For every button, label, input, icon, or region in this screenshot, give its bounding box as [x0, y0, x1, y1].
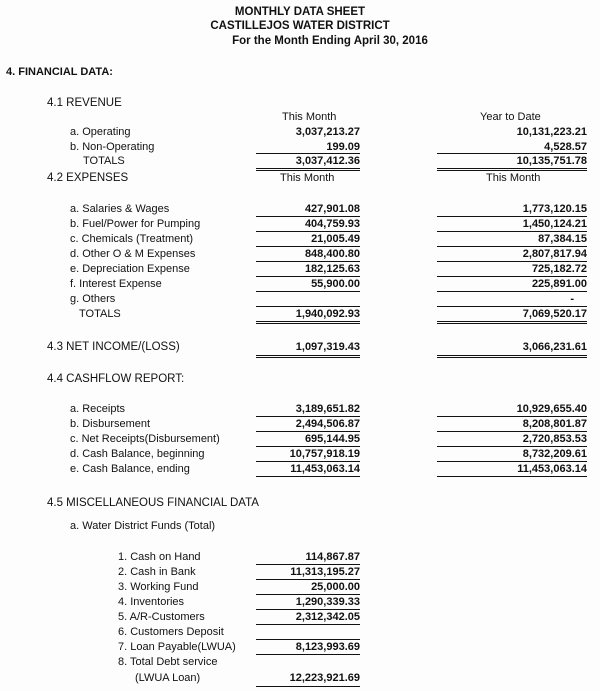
- expense-row-ytd: -: [570, 293, 574, 305]
- row-rule: [256, 461, 360, 462]
- row-rule: [256, 639, 360, 640]
- expense-row-month: 848,400.80: [304, 248, 360, 260]
- row-rule: [256, 276, 360, 277]
- fund-row-value: 25,000.00: [311, 581, 360, 593]
- row-rule: [256, 686, 360, 687]
- fund-row-label: 4. Inventories: [118, 596, 185, 608]
- cashflow-row-ytd: 8,732,209.61: [522, 448, 587, 460]
- expense-row-ytd: 725,182.72: [531, 263, 587, 275]
- fund-row-label: 5. A/R-Customers: [118, 611, 205, 623]
- revenue-heading: 4.1 REVENUE: [47, 97, 122, 109]
- expense-row-month: 427,901.08: [304, 203, 360, 215]
- total-double-rule: [256, 321, 360, 324]
- row-rule: [437, 291, 587, 292]
- revenue-row-label: a. Operating: [70, 126, 131, 138]
- fund-row-value: 12,223,921.69: [289, 672, 360, 684]
- row-rule: [437, 246, 587, 247]
- cashflow-row-ytd: 10,929,655.40: [516, 403, 587, 415]
- row-rule: [437, 261, 587, 262]
- cashflow-heading: 4.4 CASHFLOW REPORT:: [47, 373, 185, 385]
- district-name: CASTILLEJOS WATER DISTRICT: [210, 20, 390, 32]
- expense-row-label: f. Interest Expense: [70, 278, 162, 290]
- row-rule: [437, 461, 587, 462]
- period-label: For the Month Ending April 30, 2016: [232, 35, 428, 47]
- cashflow-row-month: 2,494,506.87: [295, 418, 360, 430]
- row-rule: [256, 579, 360, 580]
- fund-row-value: 2,312,342.05: [295, 611, 360, 623]
- expense-totals-ytd: 7,069,520.17: [522, 308, 587, 320]
- row-rule: [256, 431, 360, 432]
- section-title: 4. FINANCIAL DATA:: [6, 66, 113, 78]
- total-double-rule: [437, 355, 587, 358]
- expense-row-label: c. Chemicals (Treatment): [70, 233, 194, 245]
- total-double-rule: [256, 168, 360, 171]
- expense-row-month: 182,125.63: [304, 263, 360, 275]
- row-rule: [256, 231, 360, 232]
- fund-row-label: 6. Customers Deposit: [118, 626, 224, 638]
- row-rule: [437, 431, 587, 432]
- fund-row-label: (LWUA Loan): [135, 672, 201, 684]
- subtotal-rule: [437, 306, 587, 307]
- revenue-totals-label: TOTALS: [83, 155, 125, 167]
- row-rule: [256, 564, 360, 565]
- row-rule: [437, 231, 587, 232]
- sheet-title: MONTHLY DATA SHEET: [234, 6, 366, 18]
- cashflow-row-ytd: 2,720,853.53: [522, 433, 587, 445]
- cashflow-row-label: b. Disbursement: [70, 418, 151, 430]
- row-rule: [437, 416, 587, 417]
- fund-row-label: 3. Working Fund: [118, 581, 199, 593]
- total-double-rule: [437, 168, 587, 171]
- row-rule: [256, 654, 360, 655]
- expense-row-label: d. Other O & M Expenses: [70, 248, 196, 260]
- row-rule: [256, 624, 360, 625]
- total-double-rule: [437, 321, 587, 324]
- cashflow-row-month: 695,144.95: [304, 433, 360, 445]
- expense-row-label: a. Salaries & Wages: [70, 203, 170, 215]
- subtotal-rule: [256, 306, 360, 307]
- subtotal-rule: [256, 153, 360, 154]
- fund-row-value: 114,867.87: [305, 551, 360, 563]
- cashflow-row-label: a. Receipts: [70, 403, 126, 415]
- revenue-col-month: This Month: [282, 111, 337, 123]
- expense-row-ytd: 225,891.00: [531, 278, 587, 290]
- fund-row-label: 1. Cash on Hand: [118, 551, 201, 563]
- expense-row-month: 404,759.93: [304, 218, 360, 230]
- cashflow-row-month: 3,189,651.82: [295, 403, 360, 415]
- fund-row-value: 1,290,339.33: [295, 596, 360, 608]
- fund-row-value: 11,313,195.27: [290, 566, 360, 578]
- expense-row-month: 21,005.49: [311, 233, 360, 245]
- row-rule: [256, 594, 360, 595]
- row-rule: [437, 476, 587, 477]
- row-rule: [256, 476, 360, 477]
- cashflow-row-label: d. Cash Balance, beginning: [70, 448, 205, 460]
- expense-row-label: g. Others: [70, 293, 116, 305]
- row-rule: [256, 291, 360, 292]
- row-rule: [256, 216, 360, 217]
- revenue-row-month: 199.09: [326, 141, 360, 153]
- expense-row-ytd: 2,807,817.94: [522, 248, 587, 260]
- expenses-col-month: This Month: [280, 172, 335, 184]
- row-rule: [256, 261, 360, 262]
- revenue-col-ytd: Year to Date: [480, 111, 541, 123]
- net-income-month: 1,097,319.43: [295, 341, 360, 353]
- expense-totals-month: 1,940,092.93: [295, 308, 360, 320]
- fund-row-label: 8. Total Debt service: [118, 656, 218, 668]
- row-rule: [437, 276, 587, 277]
- row-rule: [437, 446, 587, 447]
- revenue-row-ytd: 10,131,223.21: [516, 126, 587, 138]
- cashflow-row-label: c. Net Receipts(Disbursement): [70, 433, 220, 445]
- misc-subheading: a. Water District Funds (Total): [70, 520, 216, 532]
- expense-row-ytd: 1,450,124.21: [522, 218, 587, 230]
- cashflow-row-label: e. Cash Balance, ending: [70, 463, 190, 475]
- row-rule: [256, 246, 360, 247]
- expenses-heading: 4.2 EXPENSES: [47, 172, 129, 184]
- expense-row-ytd: 87,384.15: [538, 233, 587, 245]
- total-double-rule: [256, 355, 360, 358]
- fund-row-label: 7. Loan Payable(LWUA): [118, 641, 236, 653]
- fund-row-value: 8,123,993.69: [295, 641, 360, 653]
- net-income-ytd: 3,066,231.61: [522, 341, 587, 353]
- revenue-totals-month: 3,037,412.36: [295, 155, 360, 167]
- row-rule: [256, 446, 360, 447]
- fund-row-label: 2. Cash in Bank: [118, 566, 196, 578]
- row-rule: [256, 609, 360, 610]
- misc-heading: 4.5 MISCELLANEOUS FINANCIAL DATA: [47, 497, 259, 509]
- revenue-totals-ytd: 10,135,751.78: [516, 155, 587, 167]
- cashflow-row-ytd: 8,208,801.87: [522, 418, 587, 430]
- expense-totals-label: TOTALS: [79, 308, 121, 320]
- cashflow-row-month: 10,757,918.19: [289, 448, 360, 460]
- revenue-row-month: 3,037,213.27: [295, 126, 360, 138]
- subtotal-rule: [437, 153, 587, 154]
- expense-row-label: e. Depreciation Expense: [70, 263, 190, 275]
- cashflow-row-month: 11,453,063.14: [290, 463, 360, 475]
- row-rule: [437, 216, 587, 217]
- revenue-row-label: b. Non-Operating: [70, 141, 155, 153]
- row-rule: [256, 416, 360, 417]
- expense-row-ytd: 1,773,120.15: [522, 203, 587, 215]
- net-income-label: 4.3 NET INCOME/(LOSS): [47, 341, 180, 353]
- expense-row-label: b. Fuel/Power for Pumping: [70, 218, 201, 230]
- cashflow-row-ytd: 11,453,063.14: [517, 463, 587, 475]
- expense-row-month: 55,900.00: [311, 278, 360, 290]
- revenue-row-ytd: 4,528.57: [544, 141, 587, 153]
- expenses-col-ytd: This Month: [486, 172, 541, 184]
